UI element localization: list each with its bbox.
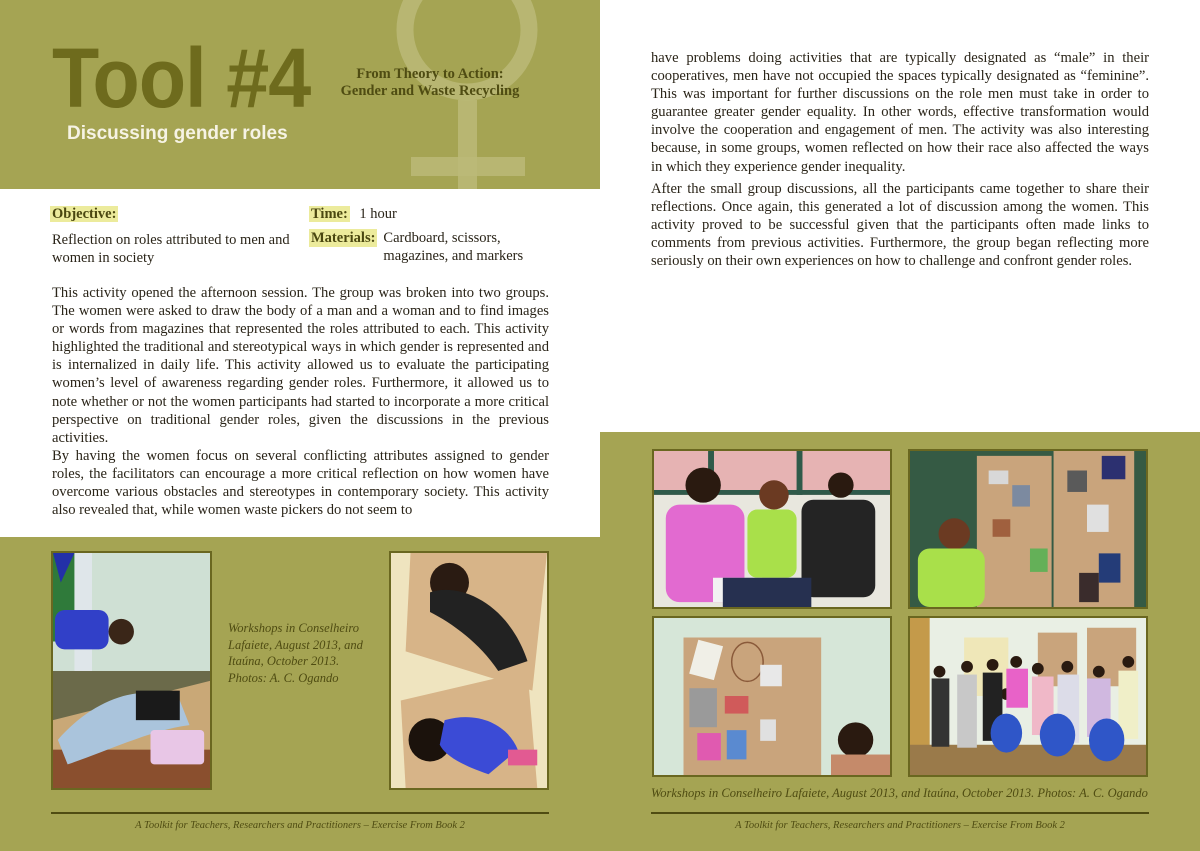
body-paragraph: After the small group discussions, all the participants came together to share their reflections. Once again, this generated a lot of discussion among the women. This activity proved to be successful given that the participants often made links to comments from previous activities. Furthermore, the group began reflecting more seriously on their own experiences on how to challenge and confront gender roles. [651, 181, 1149, 270]
body-paragraph: By having the women focus on several conflicting attributes assigned to gender roles, the facilitators can encourage a more critical reflection on how women have overcome various obstacles and stereotypes in contemporary society. This activity also revealed that, while women waste pickers do not seem to [52, 448, 549, 519]
photo-woman-tracing-body [51, 551, 212, 790]
tool-number-title: Tool #4 [52, 31, 311, 125]
body-paragraph: This activity opened the afternoon session. The group was broken into two groups. The women were asked to draw the body of a man and a woman and to find images or words from magazines that represented the roles attributed to each. This activity highlighted the traditional and stereotypical ways in which gender is represented and is internalized in daily life. This activity allowed us to evaluate the participating women’s level of awareness regarding gender roles. Furthermore, it allowed us to note whether or not the women participants had started to incorporate a more critical perspective on traditional gender roles, given the discussions in the previous activities. [52, 285, 549, 446]
photo-caption-left: Workshops in Conselheiro Lafaiete, August 2013, and Itaúna, October 2013. Photos: A. C. Ogando [228, 621, 363, 685]
series-subtitle-line2: Gender and Waste Recycling [340, 83, 520, 99]
time-value: 1 hour [359, 206, 397, 222]
objective-text: Reflection on roles attributed to men and women in society [52, 232, 290, 266]
time-label: Time: [311, 206, 348, 222]
body-paragraph: have problems doing activities that are typically designated as “male” in their cooperatives, men have not occupied the spaces typically designated as “feminine”. This was important for further discussions on the role men must take in order to guarantee greater gender equality. In other words, effective transformation would involve the cooperation and engagement of men. The activity was also interesting because, in some groups, women reflected on how their race also affected the ways in which they experience gender inequality. [651, 50, 1149, 175]
photo-caption-right: Workshops in Conselheiro Lafaiete, August 2013, and Itaúna, October 2013. Photos: A. C. Ogando [651, 786, 1148, 800]
objective-label: Objective: [52, 206, 117, 222]
section-title: Discussing gender roles [67, 123, 288, 144]
footer-left: A Toolkit for Teachers, Researchers and Practitioners – Exercise From Book 2 [135, 820, 465, 831]
materials-value: Cardboard, scissors, magazines, and markers [383, 230, 524, 264]
time-row [309, 205, 397, 223]
objective-label-wrap [50, 205, 118, 223]
materials-row [309, 229, 549, 265]
photo-women-reading-magazines [652, 449, 892, 609]
photo-group [908, 616, 1148, 777]
series-subtitle-line1: From Theory to Action: [356, 66, 504, 82]
tool-header-banner [0, 0, 600, 189]
materials-label: Materials: [311, 230, 376, 246]
footer-right: A Toolkit for Teachers, Researchers and Practitioners – Exercise From Book 2 [735, 820, 1065, 831]
photo-women-lying-on-cardboard [389, 551, 549, 790]
footer-rule-right [651, 812, 1149, 814]
series-subtitle [332, 66, 528, 100]
footer-rule-left [51, 812, 549, 814]
photo-facilitator-at-collage [908, 449, 1148, 609]
photo-body-drawing-collage [652, 616, 892, 777]
